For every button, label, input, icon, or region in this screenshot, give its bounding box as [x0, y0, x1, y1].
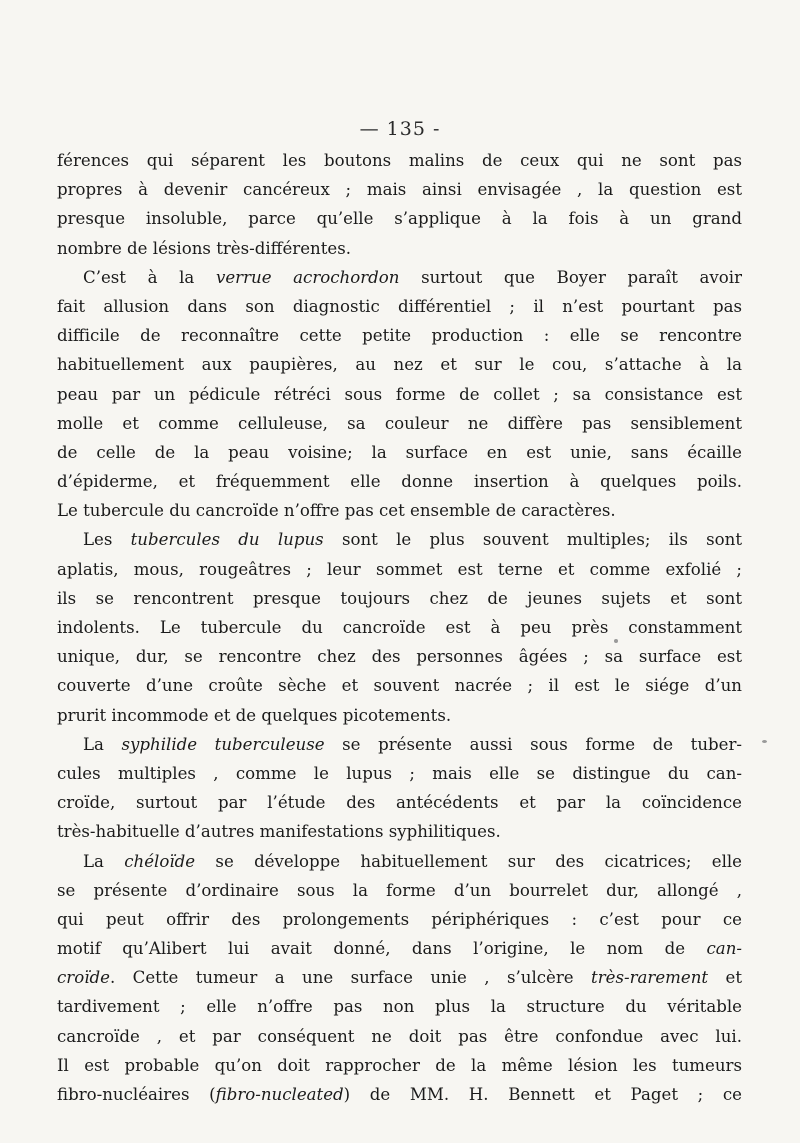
text-line	[57, 701, 742, 730]
text-segment: et	[708, 968, 742, 988]
text-segment: fait allusion dans son diagnostic différentiel ; il n’est pourtant pas	[57, 296, 742, 316]
text-segment: Le tubercule du cancroïde n’offre pas cet ensemble de caractères.	[57, 501, 616, 521]
text-line	[57, 847, 742, 876]
text-segment: ils se rencontrent presque toujours chez de jeunes sujets et sont	[57, 588, 742, 608]
text-segment: propres à devenir cancéreux ; mais ainsi envisagée , la question est	[57, 180, 742, 200]
text-line	[57, 1051, 742, 1080]
text-segment: très-habituelle d’autres manifestations syphilitiques.	[57, 822, 501, 842]
text-line	[57, 642, 742, 671]
text-line	[57, 555, 742, 584]
text-line	[57, 204, 742, 233]
text-line	[57, 496, 742, 525]
text-segment: difficile de reconnaître cette petite production : elle se rencontre	[57, 326, 742, 346]
text-segment: habituellement aux paupières, au nez et sur le cou, s’attache à la	[57, 355, 742, 375]
text-segment: férences qui séparent les boutons malins de ceux qui ne sont pas	[57, 151, 742, 170]
text-segment: fibro-nucléaires (	[57, 1085, 216, 1104]
text-segment: tardivement ; elle n’offre pas non plus la structure du véritable	[57, 997, 742, 1017]
text-segment: prurit incommode et de quelques picotements.	[57, 705, 452, 725]
text-segment: sont le plus souvent multiples; ils sont	[323, 530, 742, 550]
italic-term: tubercules du lupus	[130, 530, 324, 550]
text-segment: se développe habituellement sur des cicatrices; elle	[195, 851, 742, 871]
text-segment: peau par un pédicule rétréci sous forme de collet ; sa consistance est	[57, 384, 742, 404]
text-line	[57, 963, 742, 992]
text-line	[57, 380, 742, 409]
italic-term: croïde	[57, 968, 110, 988]
italic-term: très-rarement	[591, 968, 709, 988]
text-line	[57, 992, 742, 1021]
text-line	[57, 292, 742, 321]
text-segment: aplatis, mous, rougeâtres ; leur sommet est terne et comme exfolié ;	[57, 559, 742, 579]
text-line	[57, 321, 742, 350]
italic-term: chéloïde	[124, 851, 196, 871]
text-segment: surtout que Boyer paraît avoir	[399, 267, 742, 287]
text-segment: se présente d’ordinaire sous la forme d’un bourrelet dur, allongé ,	[57, 880, 742, 900]
text-segment: ) de MM. H. Bennett et Paget ; ce	[343, 1085, 742, 1104]
text-line	[57, 146, 742, 175]
text-line	[57, 671, 742, 700]
text-segment: qui peut offrir des prolongements périphériques : c’est pour ce	[57, 909, 742, 929]
text-segment: presque insoluble, parce qu’elle s’applique à la fois à un grand	[57, 209, 742, 229]
text-segment: croïde, surtout par l’étude des antécédents et par la coïncidence	[57, 793, 742, 813]
text-line	[57, 905, 742, 934]
text-line	[57, 876, 742, 905]
text-segment: . Cette tumeur a une surface unie , s’ulcère	[109, 968, 592, 988]
text-line	[57, 467, 742, 496]
text-segment: La	[83, 734, 122, 754]
text-segment: se présente aussi sous forme de tuber-	[324, 734, 742, 754]
text-segment: motif qu’Alibert lui avait donné, dans l’origine, le nom de	[57, 939, 707, 959]
text-line	[57, 788, 742, 817]
text-line	[57, 613, 742, 642]
text-line	[57, 175, 742, 204]
ink-speck	[762, 740, 767, 743]
text-segment: d’épiderme, et fréquemment elle donne insertion à quelques poils.	[57, 472, 742, 492]
text-segment: molle et comme celluleuse, sa couleur ne diffère pas sensiblement	[57, 413, 742, 433]
text-line	[57, 730, 742, 759]
ink-speck	[614, 639, 618, 643]
text-line	[57, 1080, 742, 1109]
text-segment: couverte d’une croûte sèche et souvent nacrée ; il est le siége d’un	[57, 676, 742, 696]
italic-term: can-	[706, 939, 742, 959]
text-segment: Il est probable qu’on doit rapprocher de la même lésion les tumeurs	[57, 1055, 742, 1075]
text-line	[57, 759, 742, 788]
text-segment: cules multiples , comme le lupus ; mais elle se distingue du can-	[57, 763, 742, 783]
text-line	[57, 1022, 742, 1051]
text-line	[57, 263, 742, 292]
text-line	[57, 350, 742, 379]
body-text	[57, 146, 742, 1109]
text-line	[57, 584, 742, 613]
text-line	[57, 234, 742, 263]
text-segment: Les	[83, 530, 131, 550]
text-line	[57, 525, 742, 554]
italic-term: fibro-nucleated	[215, 1085, 344, 1104]
text-segment: C’est à la	[83, 267, 216, 287]
text-line	[57, 409, 742, 438]
text-line	[57, 817, 742, 846]
page-number-header: — 135 -	[359, 118, 441, 140]
text-line	[57, 438, 742, 467]
italic-term: verrue acrochordon	[215, 267, 400, 287]
italic-term: syphilide tuberculeuse	[121, 734, 325, 754]
text-segment: unique, dur, se rencontre chez des personnes âgées ; sa surface est	[57, 647, 742, 667]
text-segment: de celle de la peau voisine; la surface en est unie, sans écaille	[57, 442, 742, 462]
text-segment: cancroïde , et par conséquent ne doit pas être confondue avec lui.	[57, 1026, 742, 1046]
text-segment: nombre de lésions très-différentes.	[57, 238, 351, 258]
text-segment: indolents. Le tubercule du cancroïde est à peu près constamment	[57, 618, 742, 637]
text-segment: La	[83, 851, 125, 871]
text-line	[57, 934, 742, 963]
